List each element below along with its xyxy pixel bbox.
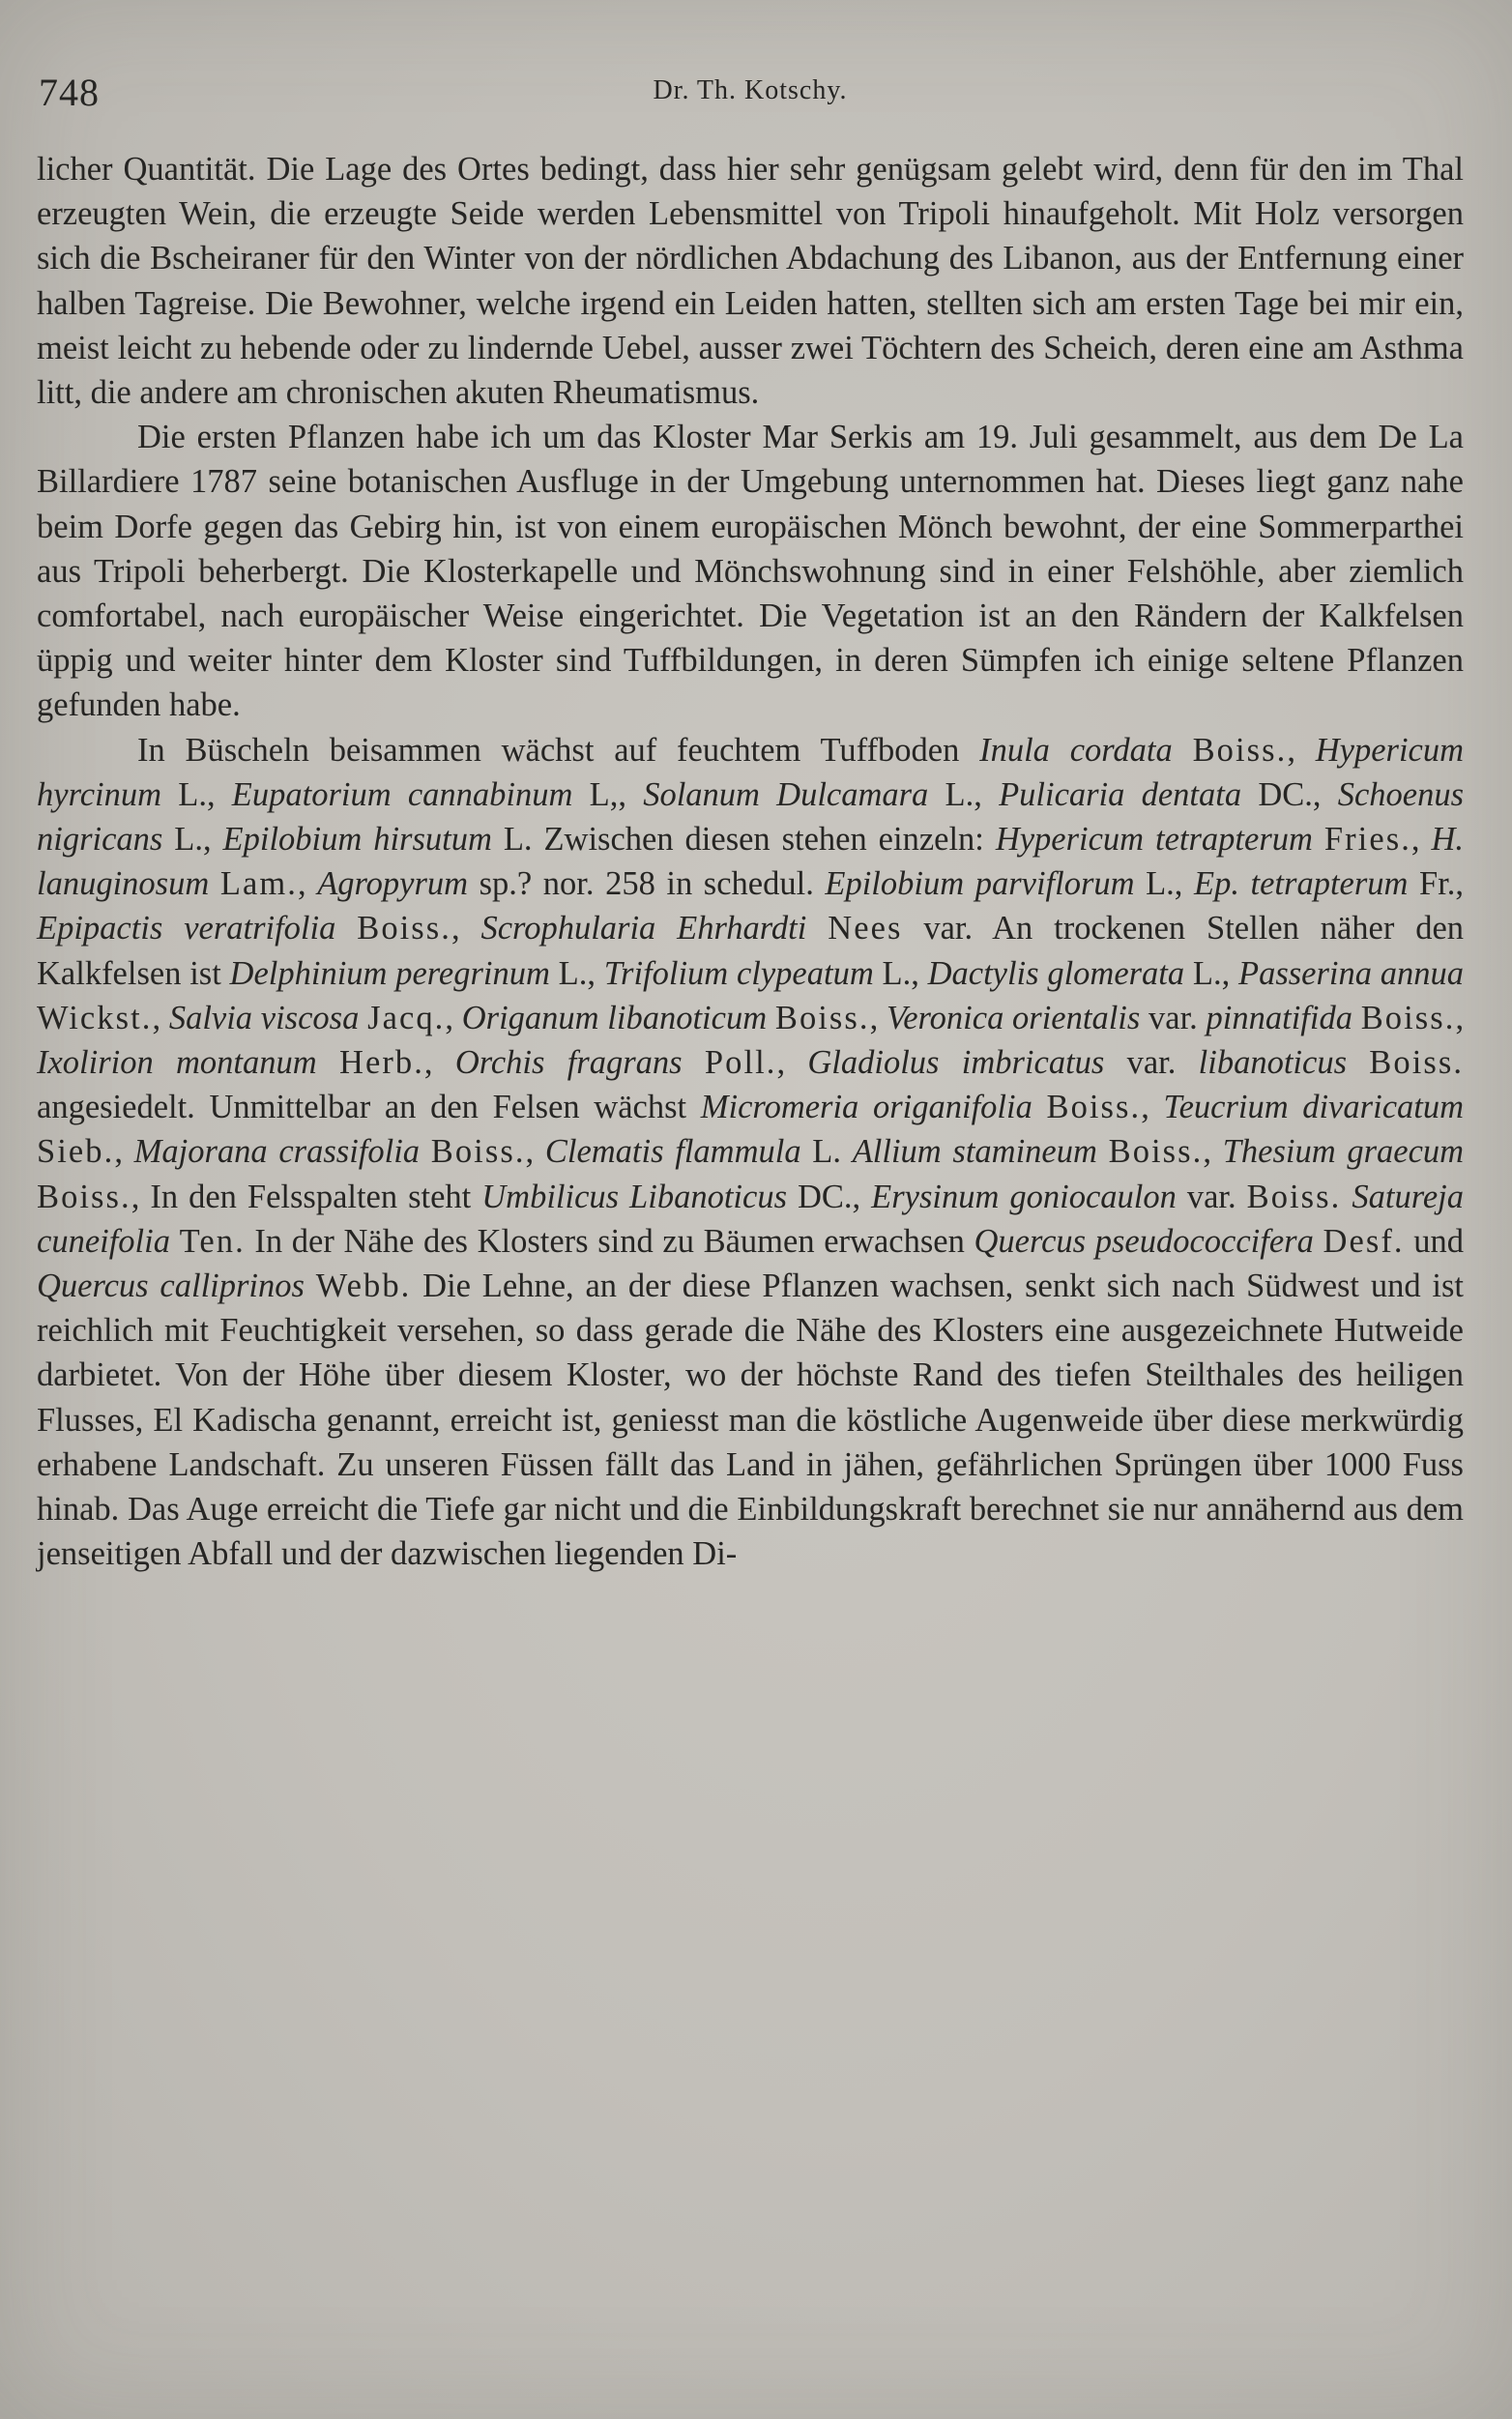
author-name: Webb.	[315, 1268, 412, 1305]
species-name: Orchis fragrans	[454, 1044, 683, 1082]
text-run: ,	[297, 865, 318, 903]
text-run	[1341, 1179, 1352, 1215]
text-run: L.,	[873, 954, 928, 992]
author-name: Sieb.	[37, 1133, 115, 1171]
text-run: L.	[800, 1133, 853, 1171]
text-run: var.	[1176, 1178, 1247, 1215]
text-run: sp.? nor. 258 in schedul.	[468, 865, 826, 903]
text-run: DC.,	[1241, 775, 1338, 813]
author-name: Nees	[828, 910, 903, 947]
text-run: L.,	[549, 954, 604, 992]
text-run: ,	[525, 1133, 545, 1171]
species-name: Thesium graecum	[1222, 1133, 1465, 1171]
author-name: Jacq.	[367, 999, 446, 1036]
species-name: Clematis flammula	[544, 1133, 801, 1171]
author-name: Wickst.	[37, 999, 153, 1036]
text-run: var.	[1104, 1044, 1199, 1082]
species-name: Majorana crassifolia	[133, 1133, 421, 1171]
author-name: Boiss.	[1369, 1044, 1465, 1082]
page-number: 748	[39, 71, 100, 114]
text-run	[305, 1268, 316, 1304]
text-run: Fr.,	[1408, 865, 1465, 903]
species-name: Epipactis veratrifolia	[37, 910, 336, 947]
text-run: L.,	[1134, 865, 1195, 903]
text-run: var. An trockenen Stellen näher den Kalkfelsen ist	[37, 910, 1465, 992]
paragraph-1	[37, 147, 1464, 415]
text-run	[1313, 821, 1324, 858]
author-name: Boiss.	[430, 1133, 526, 1171]
species-name: libanoticus	[1198, 1044, 1348, 1082]
species-name: Satureja cuneifolia	[37, 1178, 1464, 1260]
species-name: Umbilicus Libanoticus	[481, 1178, 787, 1215]
text-run: L.,	[928, 775, 1000, 813]
species-name: Origanum libanoticum	[461, 999, 768, 1036]
text-run: L.,	[1184, 954, 1238, 992]
author-name: Boiss.	[1360, 999, 1456, 1036]
text-run	[683, 1044, 705, 1081]
text-run: DC.,	[787, 1178, 872, 1215]
species-name: Agropyrum	[317, 865, 469, 903]
species-name: pinnatifida	[1206, 999, 1352, 1036]
paragraph-2	[37, 415, 1464, 727]
author-name: Boiss.	[1108, 1133, 1204, 1171]
text-run: ,	[114, 1133, 134, 1171]
species-name: Epilobium hirsutum	[222, 821, 492, 859]
author-name: Boiss.	[1192, 731, 1288, 769]
author-name: Poll.	[704, 1044, 777, 1082]
text-run: ,	[423, 1044, 455, 1082]
text-run	[1352, 1000, 1361, 1036]
text-run: Die ersten Pflanzen habe ich um das Kloster Mar Serkis am 19. Juli gesammelt, aus dem De La Billardiere 1787 seine botanischen Ausfluge in der Umgebung unternommen hat. Dieses liegt ganz nahe beim Dorfe gegen das Gebirg hin, ist von einem europäischen Mönch bewohnt, der eine Sommerparthei aus Tripoli beherbergt. Die Klosterkapelle und Mönchswohnung sind in einer Felshöhle, aber ziemlich comfortabel, nach europäischer Weise eingerichtet. Die Vegetation ist an den Rändern der Kalkfelsen üppig und weiter hinter dem Kloster sind Tuffbildungen, in deren Sümpfen ich einige seltene Pflanzen gefunden habe.	[37, 419, 1464, 724]
species-name: Schoenus nigricans	[37, 775, 1465, 859]
species-name: Micromeria origanifolia	[700, 1089, 1032, 1126]
text-run: licher Quantität. Die Lage des Ortes bedingt, dass hier sehr genügsam gelebt wird, denn für den im Thal erzeugten Wein, die erzeugte Seide werden Lebensmittel von Tripoli hinaufgeholt. Mit Holz versorgen sich die Bscheiraner für den Winter von der nördlichen Abdachung des Libanon, aus der Entfernung einer halben Tagreise. Die Bewohner, welche irgend ein Leiden hatten, stellten sich am ersten Tage bei mir ein, meist leicht zu hebende oder zu lindernde Uebel, ausser zwei Töchtern des Scheich, deren eine am Asthma litt, die andere am chronischen akuten Rheumatismus.	[37, 151, 1464, 412]
text-run: L,,	[572, 775, 644, 813]
author-name: Boiss.	[37, 1178, 131, 1215]
species-name: Hypericum tetrapterum	[995, 821, 1313, 859]
text-run: und	[1404, 1222, 1465, 1260]
text-run: L. Zwischen diesen stehen einzeln:	[491, 821, 996, 859]
text-run	[335, 910, 357, 947]
species-name: Veronica orientalis	[886, 999, 1141, 1036]
species-name: Quercus calliprinos	[37, 1268, 305, 1305]
text-run: ,	[152, 999, 169, 1036]
author-name: Herb.	[338, 1044, 424, 1082]
text-run: ,	[776, 1044, 808, 1082]
species-name: Salvia viscosa	[168, 999, 360, 1036]
paragraph-3	[37, 728, 1464, 1577]
text-run: ,	[1287, 731, 1316, 769]
species-name: Inula cordata	[979, 731, 1173, 769]
text-run: , In den Felsspalten steht	[131, 1178, 482, 1215]
text-run: ,	[1410, 821, 1432, 859]
author-name: Boiss.	[357, 910, 451, 947]
species-name: Trifolium clypeatum	[603, 954, 874, 992]
author-name: Ten.	[179, 1222, 246, 1260]
species-name: Dactylis glomerata	[927, 954, 1185, 992]
text-run	[209, 865, 220, 902]
species-name: Delphinium peregrinum	[229, 954, 550, 992]
text-run: Die Lehne, an der diese Pflanzen wachsen, senkt sich nach Südwest und ist reichlich mit Feuchtigkeit versehen, so dass gerade die Nähe des Klosters eine ausgezeichnete Hutweide darbietet. Von der Höhe über diesem Kloster, wo der höchste Rand des tiefen Steilthales des heiligen Flusses, El Kadischa genannt, erreicht ist, geniesst man die köstliche Augenweide über diese merkwürdig erhabene Landschaft. Zu unseren Füssen fällt das Land in jähen, gefährlichen Sprüngen über 1000 Fuss hinab. Das Auge erreicht die Tiefe gar nicht und die Einbildungskraft berechnet sie nur annähernd aus dem jenseitigen Abfall und der dazwischen liegenden Di-	[37, 1268, 1465, 1573]
species-name: Hypericum hyrcinum	[37, 731, 1465, 813]
text-run	[420, 1133, 431, 1170]
species-name: Pulicaria dentata	[999, 775, 1242, 813]
text-run	[317, 1044, 339, 1081]
author-name: Boiss.	[1046, 1089, 1142, 1126]
text-run	[767, 1000, 775, 1036]
text-run: ,	[1203, 1133, 1223, 1171]
text-run	[170, 1223, 180, 1260]
running-head-title: Dr. Th. Kotschy.	[653, 75, 848, 105]
text-run: L.,	[162, 821, 223, 859]
species-name: Ixolirion montanum	[37, 1044, 317, 1082]
species-name: Epilobium parviflorum	[825, 865, 1135, 903]
author-name: Boiss.	[1246, 1178, 1342, 1215]
text-run: ,	[1455, 999, 1465, 1036]
text-run: ,	[445, 999, 462, 1036]
species-name: Erysinum goniocaulon	[871, 1178, 1177, 1215]
text-run: var.	[1140, 999, 1207, 1036]
species-name: Solanum Dulcamara	[643, 775, 929, 813]
text-run: ,	[1141, 1089, 1164, 1126]
text-run	[1097, 1133, 1109, 1170]
text-run: In der Nähe des Klosters sind zu Bäumen erwachsen	[245, 1222, 974, 1260]
species-name: Quercus pseudococcifera	[974, 1222, 1314, 1260]
species-name: Passerina annua	[1238, 954, 1465, 992]
text-run	[1032, 1089, 1047, 1125]
body-text	[37, 147, 1464, 1577]
text-run	[806, 910, 828, 947]
author-name: Fries.	[1323, 821, 1411, 859]
text-run: angesiedelt. Unmittelbar an den Felsen wächst	[37, 1089, 701, 1126]
species-name: Allium stamineum	[852, 1133, 1097, 1171]
author-name: Desf.	[1323, 1222, 1405, 1260]
species-name: Ep. tetrapterum	[1194, 865, 1409, 903]
text-run	[1173, 732, 1193, 769]
author-name: Boiss.	[774, 999, 870, 1036]
species-name: Gladiolus imbricatus	[807, 1044, 1105, 1082]
species-name: Teucrium divaricatum	[1163, 1089, 1465, 1126]
running-head	[37, 70, 1464, 122]
text-run: L.,	[161, 775, 232, 813]
text-run: ,	[869, 999, 887, 1036]
text-run: ,	[451, 910, 481, 947]
author-name: Lam.	[219, 865, 298, 903]
species-name: Eupatorium cannabinum	[231, 775, 573, 813]
species-name: Scrophularia Ehrhardti	[480, 910, 807, 947]
species-name: H. lanuginosum	[37, 821, 1465, 903]
text-run	[359, 1000, 367, 1036]
text-run: In Büscheln beisammen wächst auf feuchtem Tuffboden	[137, 731, 980, 769]
text-run	[1347, 1044, 1369, 1081]
